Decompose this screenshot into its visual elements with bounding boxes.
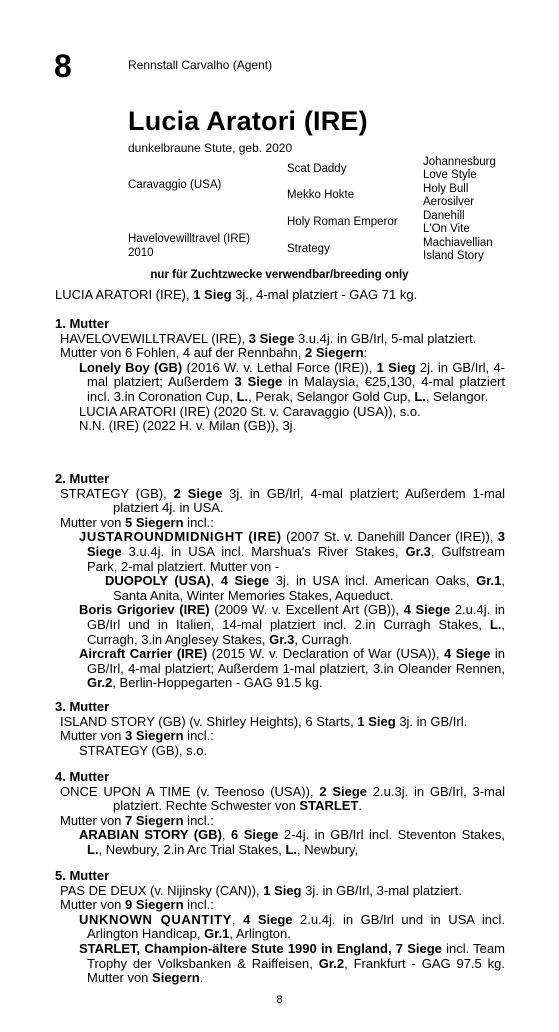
produce-entry: DUOPOLY (USA), 4 Siege 3j. in USA incl. American Oaks, Gr.1, Santa Anita, Winter Memories Stakes, Aqueduct. <box>105 573 506 603</box>
section-title: 3. Mutter <box>55 699 110 714</box>
stable-name: Rennstall Carvalho (Agent) <box>128 58 273 72</box>
section-third-dam <box>55 700 505 758</box>
pedigree-sire-dam: Mekko Hokte <box>287 189 355 201</box>
pedigree-sire-sire: Scat Daddy <box>287 163 347 175</box>
section-second-dam <box>55 472 505 691</box>
produce-entry: Lonely Boy (GB) (2016 W. v. Lethal Force (IRE)), 1 Sieg 2j. in GB/Irl, 4-mal platziert; Außerdem 3 Siege in Malaysia, €25,130, 4-mal platziert incl. 3.in Coronation Cup, L., Perak, Selangor Gold Cup, L., Selangor. <box>79 359 505 404</box>
horse-name: Lucia Aratori (IRE) <box>128 106 368 136</box>
page-number: 8 <box>276 994 283 1006</box>
produce-summary: Mutter von 3 Siegern incl.: <box>60 728 214 744</box>
section-title: 4. Mutter <box>55 769 110 784</box>
produce-summary: Mutter von 5 Siegern incl.: <box>60 514 214 530</box>
produce-entry: LUCIA ARATORI (IRE) (2020 St. v. Caravaggio (USA)), s.o. <box>79 403 421 419</box>
produce-entry: STRATEGY (GB), s.o. <box>79 742 208 758</box>
section-title: 2. Mutter <box>55 471 110 486</box>
dam-record: STRATEGY (GB), 2 Siege 3j. in GB/Irl, 4-mal platziert; Außerdem 1-mal platziert 4j. in USA. <box>60 485 505 516</box>
pedigree-dam-sire: Holy Roman Emperor <box>287 216 398 228</box>
produce-entry: ARABIAN STORY (GB), 6 Siege 2-4j. in GB/Irl incl. Steventon Stakes, L., Newbury, 2.in Arc Trial Stakes, L., Newbury, <box>79 827 505 857</box>
produce-summary: Mutter von 7 Siegern incl.: <box>60 812 214 828</box>
breeding-note: nur für Zuchtzwecke verwendbar/breeding only <box>150 269 409 281</box>
pedigree-g5: Danehill <box>423 210 465 222</box>
produce-entry: Aircraft Carrier (IRE) (2015 W. v. Declaration of War (USA)), 4 Siege in GB/Irl, 4-mal platziert; Außerdem 1-mal platziert, 3.in Oleander Rennen, Gr.2, Berlin-Hoppegarten - GAG 91.5 kg. <box>79 646 505 691</box>
dam-record: HAVELOVEWILLTRAVEL (IRE), 3 Siege 3.u.4j. in GB/Irl, 5-mal platziert. <box>60 330 477 346</box>
section-title: 5. Mutter <box>55 868 110 883</box>
section-first-dam <box>55 317 505 434</box>
produce-entry: JUSTAROUNDMIDNIGHT (IRE) (2007 St. v. Danehill Dancer (IRE)), 3 Siege 3.u.4j. in USA incl. Marshua's River Stakes, Gr.3, Gulfstream Park, 2-mal platziert. Mutter von - <box>79 529 506 574</box>
produce-entry: UNKNOWN QUANTITY, 4 Siege 2.u.4j. in GB/Irl und in USA incl. Arlington Handicap, Gr.1, Arlington. <box>79 911 505 942</box>
pedigree-g8: Island Story <box>423 250 484 262</box>
section-fourth-dam <box>55 770 505 858</box>
pedigree-dam: Havelovewilltravel (IRE) <box>128 233 251 245</box>
lot-number: 8 <box>54 48 72 84</box>
produce-entry: N.N. (IRE) (2022 H. v. Milan (GB)), 3j. <box>79 418 297 434</box>
race-summary: LUCIA ARATORI (IRE), 1 Sieg 3j., 4-mal platziert - GAG 71 kg. <box>55 287 418 302</box>
pedigree-g4: Aerosilver <box>423 196 475 208</box>
produce-summary: Mutter von 9 Siegern incl.: <box>60 897 214 913</box>
section-fifth-dam <box>55 869 505 986</box>
produce-entry: Boris Grigoriev (IRE) (2009 W. v. Excellent Art (GB)), 4 Siege 2.u.4j. in GB/Irl und in Italien, 14-mal platziert incl. 2.in Curragh Stakes, L., Curragh, 3.in Anglesey Stakes, Gr.3, Curragh. <box>79 602 505 647</box>
produce-summary: Mutter von 6 Fohlen, 4 auf der Rennbahn, 2 Siegern: <box>60 345 368 361</box>
pedigree-g7: Machiavellian <box>423 237 493 249</box>
section-title: 1. Mutter <box>55 316 110 331</box>
pedigree-g1: Johannesburg <box>423 156 496 168</box>
produce-entry: STARLET, Champion-ältere Stute 1990 in England, 7 Siege incl. Team Trophy der Volksbanken & Raiffeisen, Gr.2, Frankfurt - GAG 97.5 kg. Mutter von Siegern. <box>79 940 505 986</box>
pedigree-dam-dam: Strategy <box>287 243 330 255</box>
pedigree-sire: Caravaggio (USA) <box>128 179 222 191</box>
pedigree-g6: L'On Vite <box>423 223 470 235</box>
pedigree-g3: Holy Bull <box>423 183 469 195</box>
pedigree-g2: Love Style <box>423 169 477 181</box>
dam-record: PAS DE DEUX (v. Nijinsky (CAN)), 1 Sieg 3j. in GB/Irl, 3-mal platziert. <box>60 882 462 898</box>
pedigree-dam-year: 2010 <box>128 247 154 259</box>
dam-record: ISLAND STORY (GB) (v. Shirley Heights), 6 Starts, 1 Sieg 3j. in GB/Irl. <box>60 713 468 729</box>
dam-record: ONCE UPON A TIME (v. Teenoso (USA)), 2 Siege 2.u.3j. in GB/Irl, 3-mal platziert. Rechte Schwester von STARLET. <box>60 783 506 814</box>
horse-description: dunkelbraune Stute, geb. 2020 <box>128 141 293 155</box>
